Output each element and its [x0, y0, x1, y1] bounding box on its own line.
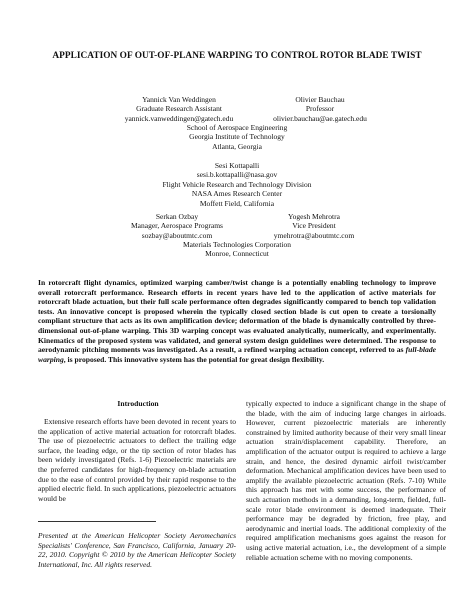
abstract-text-end: , is proposed. This innovative system has the potential for great design flexibility. [63, 354, 325, 364]
author-ozbay [112, 212, 242, 240]
affiliation-division: Flight Vehicle Research and Technology Division [162, 179, 312, 189]
affiliation-city: Atlanta, Georgia [212, 141, 262, 151]
affiliation-center: NASA Ames Research Center [191, 189, 283, 199]
body-paragraph: Extensive research efforts have been devoted in recent years to the application of active material actuation for rotorcraft blades. The use of piezoelectric actuators to deflect the trailing edge surface, the leading edge, or the tip section of rotor blades has been widely investigated (Refs. 1-6) Piezoelectric materials are the preferred candidates for high-frequency on-blade actuation due to the ease of control provided by their rapid response to the applied electric field. In such applications, piezoelectric actuators would be [38, 417, 236, 503]
paper-title: APPLICATION OF OUT-OF-PLANE WARPING TO CONTROL ROTOR BLADE TWIST [52, 51, 422, 61]
abstract-text: In rotorcraft flight dynamics, optimized warping camber/twist change is a potentially enabling technology to improve overall rotorcraft performance. Research efforts in recent years have led to the application of active materials for rotorcraft blade actuation, but their full scale performance often degrades significantly compared to bench top validation tests. An innovative concept is proposed wherein the typically closed section blade is cut open to create a torsionally compliant structure that acts as its own amplification device; deformation of the blade is dynamically controlled by three-dimensional out-of-plane warping. This 3D warping concept was evaluated analytically, numerically, and experimentally. Kinematics of the proposed system was validated, and general system design guidelines were determined. The response to aerodynamic pitching moments was investigated. As a result, a refined warping actuation concept, referred to as [38, 278, 436, 355]
footnote-divider [38, 521, 156, 522]
body-paragraph: typically expected to induce a significant change in the shape of the blade, with the aim of inducing large changes in airloads. However, current piezoelectric materials are inherently constrained by limited authority because of their very small linear actuation strain/displacement capability. Therefore, an amplification of the actuator output is required to achieve a large strain, and hence, the desired dynamic airfoil twist/camber deformation. Mechanical amplification devices have been used to amplify the available piezoelectric actuation (Refs. 7-10) While this approach has met with some success, the performance of such actuation methods in a demanding, long-term, fielded, full-scale rotor blade environment is deemed inadequate. Their performance may be degraded by friction, free play, and aerodynamic and inertial loads. The additional complexity of the required amplification mechanisms goes against the reason for using active material actuation, i.e., the development of a simple reliable actuation scheme with no moving components. [246, 399, 446, 562]
author-bauchau [250, 95, 390, 123]
body-column-right [246, 399, 446, 562]
author-mehrotra [252, 212, 376, 240]
author-name: Olivier Bauchau [295, 95, 345, 104]
author-name: Yannick Van Weddingen [142, 95, 216, 104]
author-name: Serkan Ozbay [155, 212, 199, 221]
author-role: Professor [305, 104, 335, 114]
affiliation-institute: Georgia Institute of Technology [189, 132, 285, 142]
author-role: Manager, Aerospace Programs [131, 221, 223, 231]
author-name: Sesi Kottapalli [214, 161, 260, 170]
abstract [38, 278, 436, 364]
author-email: ymehrotra@aboutmtc.com [273, 230, 355, 240]
affiliation-city: Moffett Field, California [199, 198, 275, 208]
author-vanweddingen [104, 95, 254, 123]
affiliation-school: School of Aerospace Engineering [186, 123, 288, 132]
author-email: yannick.vanweddingen@gatech.edu [124, 113, 234, 123]
author-email: sesi.b.kottapalli@nasa.gov [196, 170, 278, 180]
affiliation-gatech [0, 123, 474, 151]
author-name: Yogesh Mehrotra [288, 212, 340, 221]
affiliation-corporation: Materials Technologies Corporation [182, 240, 292, 249]
author-email: sozbay@aboutmtc.com [141, 230, 213, 240]
affiliation-mtc [0, 240, 474, 259]
affiliation-city: Monroe, Connecticut [205, 249, 269, 259]
abstract-emphasis: full-blade warping [38, 345, 436, 364]
author-kottapalli [0, 161, 474, 208]
author-role: Vice President [292, 221, 336, 231]
author-email: olivier.bauchau@ae.gatech.edu [273, 113, 367, 123]
footnote: Presented at the American Helicopter Society Aeromechanics Specialists' Conference, San Francisco, California, January 20-22, 2010. Copyright © 2010 by the American Helicopter Society International, Inc. All rights reserved. [38, 531, 236, 569]
body-column-left [38, 417, 236, 503]
author-role: Graduate Research Assistant [136, 104, 222, 114]
section-heading-introduction: Introduction [117, 399, 159, 408]
